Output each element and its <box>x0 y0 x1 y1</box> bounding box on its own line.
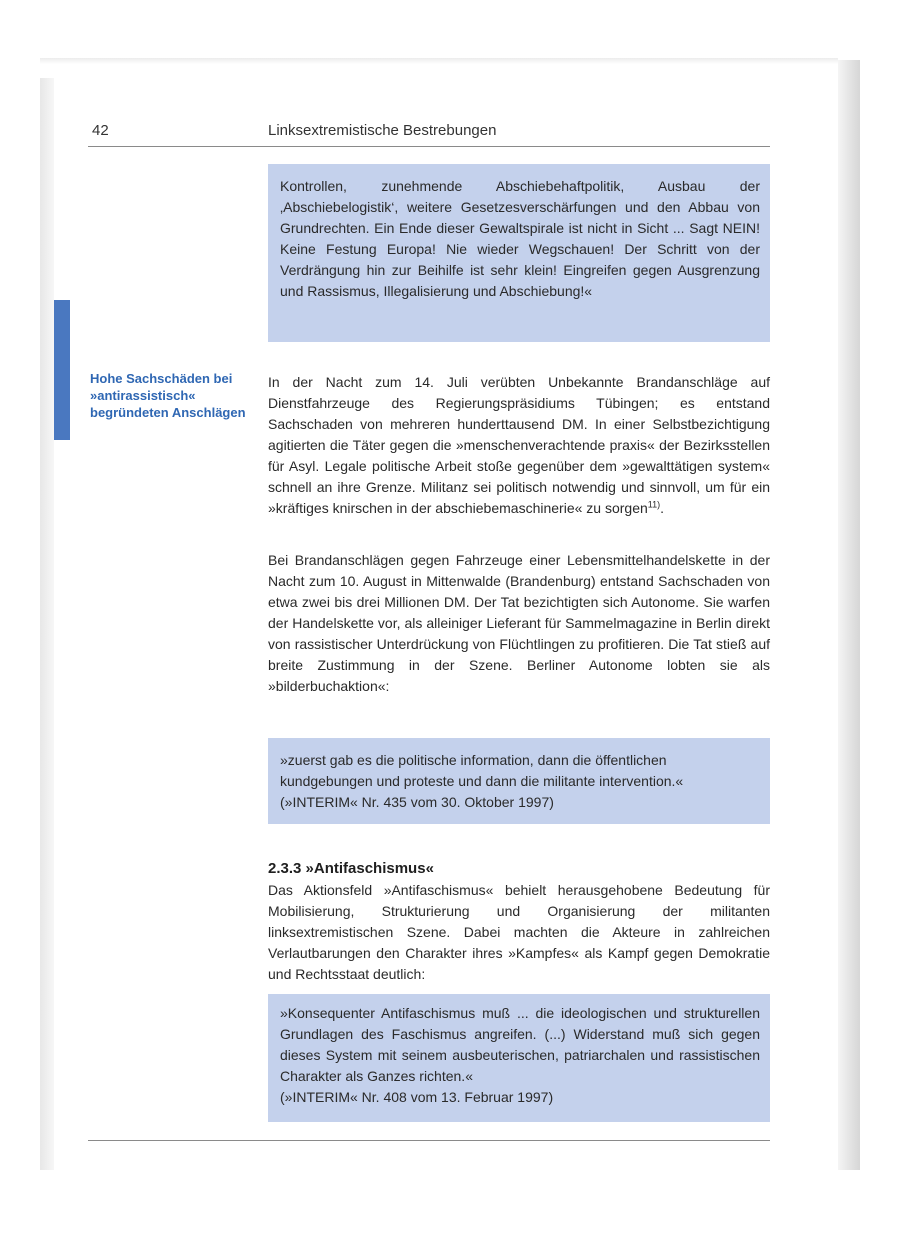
footnote-marker: 11) <box>647 499 661 510</box>
quote-box-1 <box>268 164 770 342</box>
chapter-marker-tab <box>54 300 70 440</box>
quote-1-text: Kontrollen, zunehmende Abschiebehaftpolitik, Ausbau der ‚Abschiebelogistik‘, weitere Gesetzesverschärfungen und den Abbau von Grundrechten. Ein Ende dieser Gewaltspirale ist nicht in Sicht ... Sagt NEIN! Keine Festung Europa! Nie wieder Wegschauen! Der Schritt von der Verdrängung hin zur Beihilfe ist sehr klein! Eingreifen gegen Ausgrenzung und Rassismus, Illegalisierung und Abschiebung!« <box>280 178 760 299</box>
page-top-shadow <box>40 58 838 64</box>
quote-2-source: (»INTERIM« Nr. 435 vom 30. Oktober 1997) <box>280 794 554 810</box>
page-right-edge <box>838 60 860 1170</box>
paragraph-1 <box>268 372 770 519</box>
paragraph-1-text: In der Nacht zum 14. Juli verübten Unbekannte Brandanschläge auf Dienstfahrzeuge des Regierungspräsidiums Tübingen; es entstand Sachschaden von mehreren hunderttausend DM. In einer Selbstbezichtigung agitierten die Täter gegen die »menschenverachtende praxis« der Bezirksstellen für Asyl. Legale politische Arbeit stoße gegenüber dem »gewalttätigen system« schnell an ihre Grenze. Militanz sei politisch notwendig und sinnvoll, um für ein »kräftiges knirschen in der abschiebemaschinerie« zu sorgen <box>268 374 770 516</box>
quote-box-3 <box>268 994 770 1122</box>
running-title: Linksextremistische Bestrebungen <box>268 122 497 139</box>
quote-2-text: »zuerst gab es die politische information, dann die öffentlichen kundgebungen und proteste und dann die militante intervention.« <box>280 752 684 789</box>
header-divider <box>88 146 770 147</box>
quote-3-text: »Konsequenter Antifaschismus muß ... die ideologischen und strukturellen Grundlagen des Faschismus angreifen. (...) Widerstand muß sich gegen dieses System mit seinem ausbeuterischen, patriarchalen und rassistischen Charakter als Ganzes richten.« <box>280 1005 760 1084</box>
paragraph-2: Bei Brandanschlägen gegen Fahrzeuge einer Lebensmittelhandelskette in der Nacht zum 10. August in Mittenwalde (Brandenburg) entstand Sachschaden von etwa zwei bis drei Millionen DM. Der Tat bezichtigten sich Autonome. Sie warfen der Handelskette vor, als alleiniger Lieferant für Sammelmagazine in Berlin direkt von rassistischer Unterdrückung von Flüchtlingen zu profitieren. Die Tat stieß auf breite Zustimmung in der Szene. Berliner Autonome lobten sie als »bilderbuchaktion«: <box>268 552 770 694</box>
margin-note: Hohe Sachschäden bei »antirassistisch« begründeten Anschlägen <box>90 371 246 420</box>
footer-divider <box>88 1140 770 1141</box>
paragraph-1-end: . <box>660 500 664 516</box>
page-number: 42 <box>92 122 109 139</box>
quote-3-source: (»INTERIM« Nr. 408 vom 13. Februar 1997) <box>280 1089 554 1105</box>
section-paragraph: Das Aktionsfeld »Antifaschismus« behielt herausgehobene Bedeutung für Mobilisierung, Strukturierung und Organisierung der militanten linksextremistischen Szene. Dabei machten die Akteure in zahlreichen Verlautbarungen den Charakter ihres »Kampfes« als Kampf gegen Demokratie und Rechtsstaat deutlich: <box>268 882 770 982</box>
section-heading: 2.3.3 »Antifaschismus« <box>268 860 434 877</box>
left-margin-shadow <box>40 78 54 1170</box>
quote-box-2 <box>268 738 770 824</box>
